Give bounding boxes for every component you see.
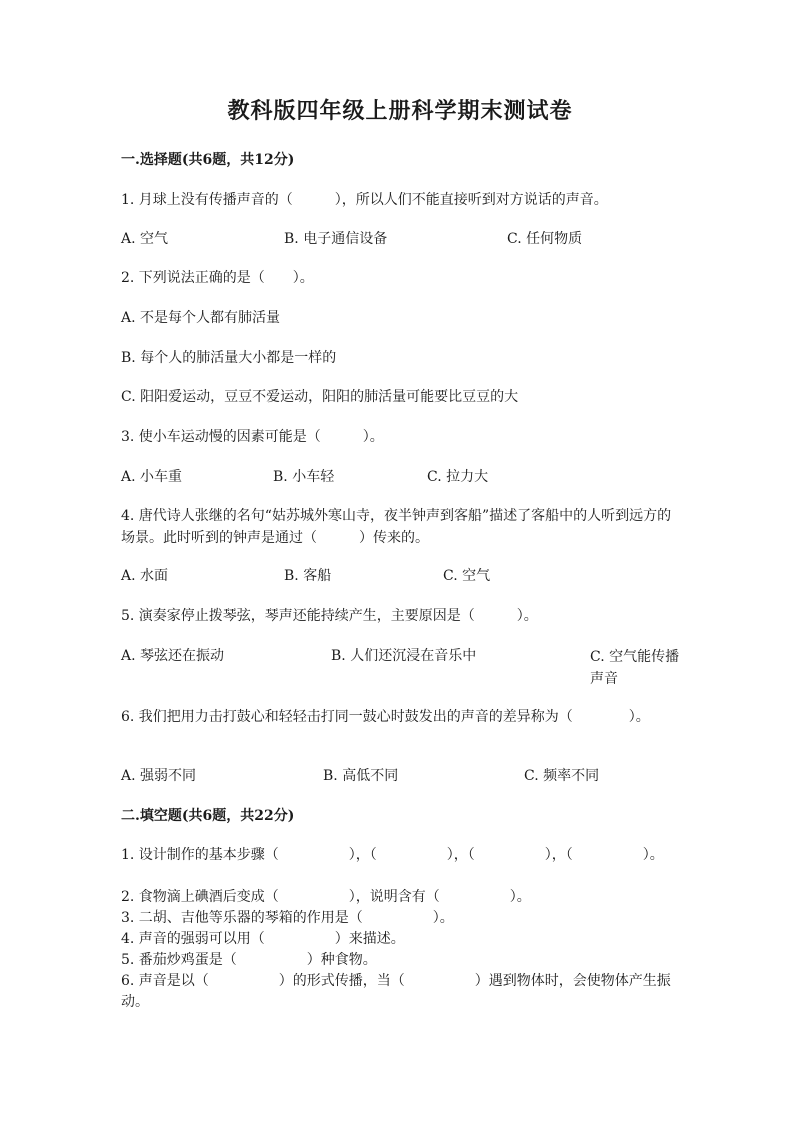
question-1-stem: 1. 月球上没有传播声音的（ ），所以人们不能直接听到对方说话的声音。 bbox=[121, 192, 608, 208]
question-5-stem: 5. 演奏家停止拨琴弦，琴声还能持续产生，主要原因是（ ）。 bbox=[121, 608, 538, 624]
question-4-stem: 4. 唐代诗人张继的名句“姑苏城外寒山寺，夜半钟声到客船”描述了客船中的人听到远方的场景。此时听到的钟声是通过（ ）传来的。 bbox=[121, 508, 672, 546]
question-1-option-c: C. 任何物质 bbox=[507, 231, 583, 247]
question-5-option-b: B. 人们还沉浸在音乐中 bbox=[331, 648, 477, 664]
fill-question-4: 4. 声音的强弱可以用（ ）来描述。 bbox=[121, 931, 405, 947]
question-5-option-c: C. 空气能传播声音 bbox=[590, 649, 680, 687]
question-6-option-c: C. 频率不同 bbox=[524, 768, 600, 784]
fill-question-3: 3. 二胡、吉他等乐器的琴箱的作用是（ ）。 bbox=[121, 910, 454, 926]
question-1-option-b: B. 电子通信设备 bbox=[284, 231, 388, 247]
question-2-option-b: B. 每个人的肺活量大小都是一样的 bbox=[121, 350, 337, 366]
exam-title: 教科版四年级上册科学期末测试卷 bbox=[227, 98, 573, 124]
question-5-option-a: A. 琴弦还在振动 bbox=[121, 648, 225, 664]
question-2-option-c: C. 阳阳爱运动，豆豆不爱运动，阳阳的肺活量可能要比豆豆的大 bbox=[121, 389, 519, 405]
question-4-option-a: A. 水面 bbox=[121, 568, 169, 584]
question-3-stem: 3. 使小车运动慢的因素可能是（ ）。 bbox=[121, 429, 384, 445]
fill-question-5: 5. 番茄炒鸡蛋是（ ）种食物。 bbox=[121, 952, 377, 968]
section-heading-choice: 一.选择题(共6题，共12分) bbox=[121, 152, 295, 168]
question-4-option-b: B. 客船 bbox=[284, 568, 332, 584]
fill-question-6: 6. 声音是以（ ）的形式传播，当（ ）遇到物体时，会使物体产生振动。 bbox=[121, 973, 671, 1010]
question-6-option-a: A. 强弱不同 bbox=[121, 768, 197, 784]
question-4-option-c: C. 空气 bbox=[443, 568, 491, 584]
question-6-option-b: B. 高低不同 bbox=[323, 768, 399, 784]
question-1-option-a: A. 空气 bbox=[121, 231, 169, 247]
question-3-option-a: A. 小车重 bbox=[121, 469, 183, 485]
question-6-stem: 6. 我们把用力击打鼓心和轻轻击打同一鼓心时鼓发出的声音的差异称为（ ）。 bbox=[121, 709, 650, 725]
question-3-option-b: B. 小车轻 bbox=[273, 469, 335, 485]
fill-question-1: 1. 设计制作的基本步骤（ ），（ ），（ ），（ ）。 bbox=[121, 847, 664, 863]
fill-question-2: 2. 食物滴上碘酒后变成（ ），说明含有（ ）。 bbox=[121, 889, 531, 905]
section-heading-fill: 二.填空题(共6题，共22分) bbox=[121, 808, 295, 824]
question-3-option-c: C. 拉力大 bbox=[427, 469, 489, 485]
question-2-option-a: A. 不是每个人都有肺活量 bbox=[121, 310, 281, 326]
question-2-stem: 2. 下列说法正确的是（ ）。 bbox=[121, 270, 314, 286]
